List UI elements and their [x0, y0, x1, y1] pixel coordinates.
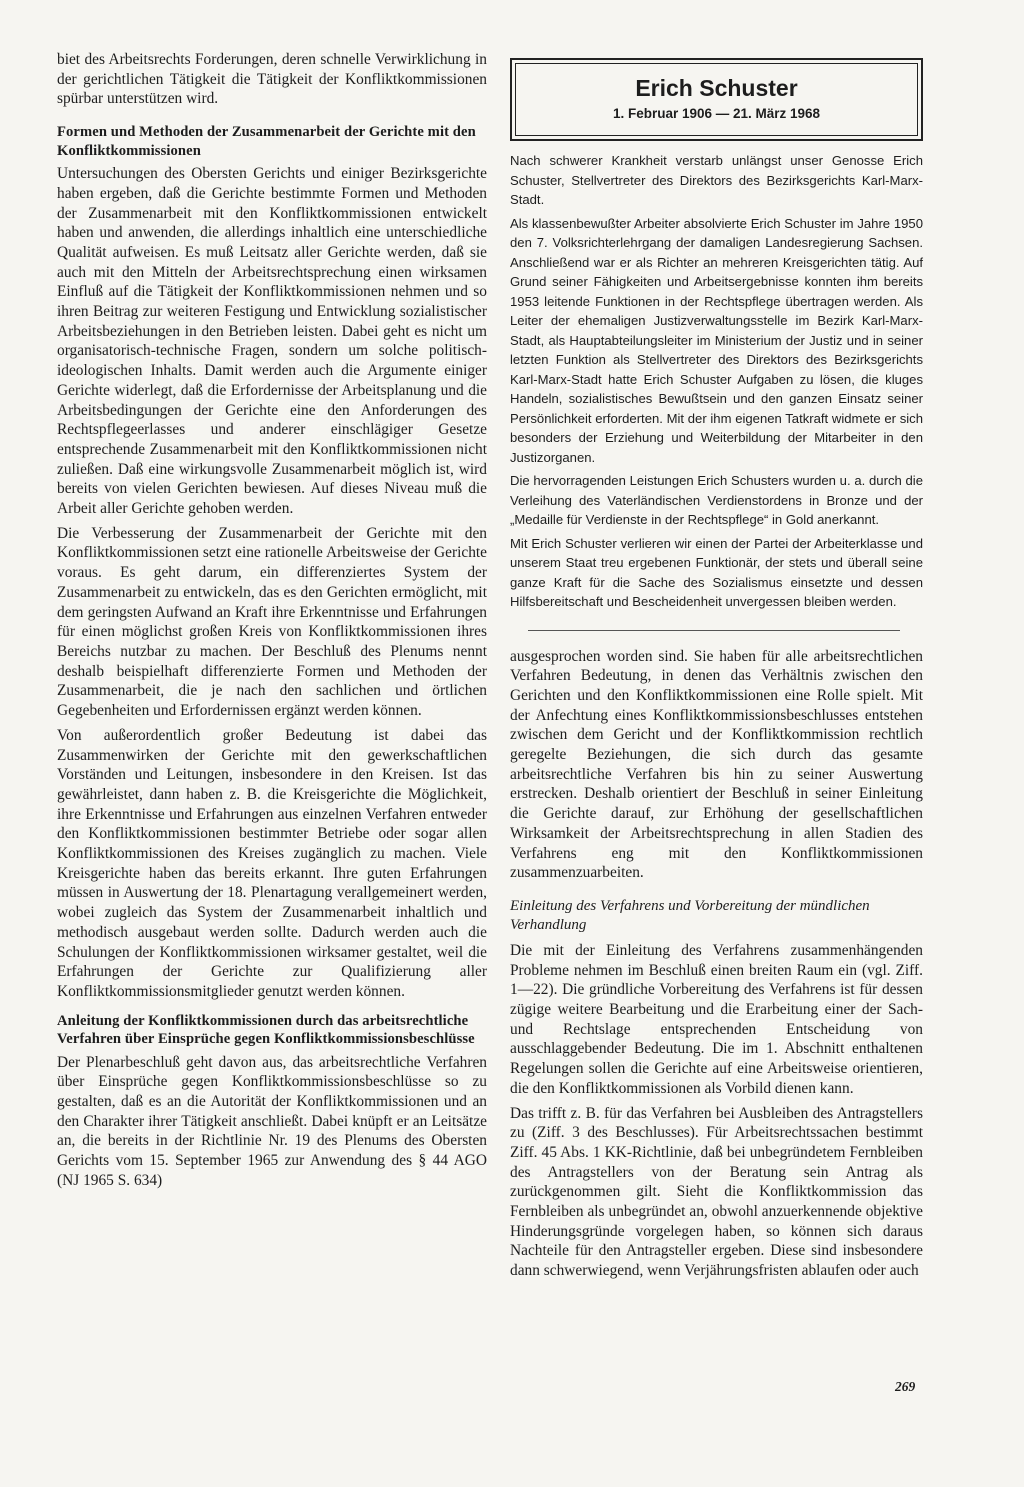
- page-number: 269: [895, 1379, 916, 1394]
- obituary-paragraph: Als klassenbewußter Arbeiter absolvierte Erich Schuster im Jahre 1950 den 7. Volksrichterlehrgang der damaligen Landesregierung Sachsen. Anschließend war er als Richter an mehreren Kreisgerichten tätig. Auf Grund seiner Fähigkeiten und Arbeitsergebnisse konnten ihm bereits 1953 leitende Funktionen in der Rechtspflege übertragen werden. Als Leiter der ehemaligen Justizverwaltungsstelle im Bezirk Karl-Marx-Stadt, als Hauptabteilungsleiter im Ministerium der Justiz und in seiner letzten Funktion als Stellvertreter des Direktors des Bezirksgerichts Karl-Marx-Stadt hatte Erich Schuster Aufgaben zu lösen, die kluges Handeln, sozialistisches Bewußtsein und den ganzen Einsatz seiner Persönlichkeit erforderten. Mit der ihm eigenen Tatkraft widmete er sich besonders der Erziehung und Weiterbildung der Mitarbeiter in den Justizorganen.: [510, 215, 923, 465]
- obituary-paragraph: Mit Erich Schuster verlieren wir einen der Partei der Arbeiterklasse und unserem Staat treu ergebenen Funktionär, der stets und überall seine ganze Kraft für die Sache des Sozialismus einsetzte und dessen Hilfsbereitschaft und Bescheidenheit unvergessen bleiben werden.: [510, 535, 923, 609]
- paragraph-continuation: ausgesprochen worden sind. Sie haben für alle arbeitsrechtlichen Verfahren Bedeutung, in denen das Verhältnis zwischen den Gerichten und den Konfliktkommissionen eine Rolle spielt. Mit der Anfechtung eines Konfliktkommissionsbeschlusses entstehen zwischen dem Gericht und der Konfliktkommission rechtlich geregelte Beziehungen, die sich durch das gesamte arbeitsrechtliche Verfahren bis hin zu seiner Auswertung erstrecken. Deshalb orientiert der Beschluß in seiner Einleitung die Gerichte darauf, zur Erhöhung der gesellschaftlichen Wirksamkeit der Arbeitsrechtsprechung in allen Stadien des Verfahrens eng mit den Konfliktkommissionen zusammenzuarbeiten.: [510, 647, 923, 882]
- section-heading-initiation: Einleitung des Verfahrens und Vorbereitung der mündlichen Verhandlung: [510, 897, 870, 933]
- obituary-paragraph: Nach schwerer Krankheit verstarb unlängst unser Genosse Erich Schuster, Stellvertreter des Direktors des Bezirksgerichts Karl-Marx-Stadt.: [510, 153, 923, 207]
- left-column: [57, 50, 487, 1196]
- intro-paragraph: biet des Arbeitsrechts Forderungen, deren schnelle Verwirklichung in der gerichtlichen Tätigkeit die Tätigkeit der Konfliktkommissionen spürbar unterstützen wird.: [57, 51, 487, 108]
- paragraph-cooperation: Von außerordentlich großer Bedeutung ist dabei das Zusammenwirken der Gerichte mit den gewerkschaftlichen Vorständen und Leitungen, insbesondere in den Kreisen. Ist das gewährleistet, dann haben z. B. die Kreisgerichte die Möglichkeit, ihre Erkenntnisse und Erfahrungen aus einzelnen Verfahren entweder den Konfliktkommissionen bestimmter Betriebe oder sogar allen Konfliktkommissionen des Kreises zugänglich zu machen. Viele Kreisgerichte haben das bereits erkannt. Ihre guten Erfahrungen müssen in Auswertung der 18. Plenartagung verallgemeinert werden, wobei zugleich das System der Zusammenarbeit inhaltlich und methodisch ausgebaut werden sollte. Dadurch werden auch die Schulungen der Konfliktkommissionen wirksamer gestaltet, weil die Erfahrungen der Gerichte zur Qualifizierung aller Konfliktkommissionsmitglieder genutzt werden können.: [57, 726, 487, 1000]
- obituary-header: [515, 63, 918, 136]
- section-heading-forms: Formen und Methoden der Zusammenarbeit der Gerichte mit den Konfliktkommissionen: [57, 124, 476, 159]
- right-column: [510, 50, 923, 1286]
- obituary-box: [510, 58, 923, 141]
- paragraph-improvement: Die Verbesserung der Zusammenarbeit der Gerichte mit den Konfliktkommissionen setzt eine rationelle Arbeitsweise der Gerichte voraus. Es geht darum, ein differenziertes System der Zusammenarbeit zu entwickeln, das es den Gerichten ermöglicht, mit dem geringsten Aufwand an Kraft ihre Erkenntnisse und Erfahrungen für einen möglichst großen Kreis von Konfliktkommissionen ihres Bereichs nutzbar zu machen. Der Beschluß des Plenums nennt deshalb beispielhaft differenzierte Formen und Methoden der Zusammenarbeit, die je nach den sachlichen und örtlichen Gegebenheiten und Erfordernissen ergänzt werden können.: [57, 524, 487, 720]
- separator-rule: [528, 630, 900, 631]
- obituary-name: Erich Schuster: [635, 75, 798, 101]
- section-heading-guidance: Anleitung der Konfliktkommissionen durch das arbeitsrechtliche Verfahren über Einsprüche gegen Konfliktkommissionsbeschlüsse: [57, 1012, 475, 1048]
- paragraph-absence: Das trifft z. B. für das Verfahren bei Ausbleiben des Antragstellers zu (Ziff. 3 des Beschlusses). Für Arbeitsrechtssachen bestimmt Ziff. 45 Abs. 1 KK-Richtlinie, daß bei unbegründetem Fernbleiben des Antragstellers von der Beratung sein Antrag als zurückgenommen gilt. Sieht die Konfliktkommission das Fernbleiben als unbegründet an, obwohl anzuerkennende objektive Hinderungsgründe vorgelegen haben, so können sich daraus Nachteile für den Antragsteller ergeben. Diese sind insbesondere dann schwerwiegend, wenn Verjährungsfristen ablaufen oder auch: [510, 1104, 923, 1280]
- obituary-text: [510, 151, 923, 612]
- obituary-dates: 1. Februar 1906 — 21. März 1968: [612, 106, 821, 121]
- obituary-paragraph: Die hervorragenden Leistungen Erich Schusters wurden u. a. durch die Verleihung des Vaterländischen Verdienstordens in Bronze und der „Medaille für Verdienste in der Rechtspflege“ in Gold anerkannt.: [510, 473, 923, 527]
- paragraph-investigations: Untersuchungen des Obersten Gerichts und einiger Bezirksgerichte haben ergeben, daß die Gerichte bestimmte Formen und Methoden der Zusammenarbeit mit den Konfliktkommissionen entwickelt haben und anwenden, die allerdings inhaltlich eine unterschiedliche Qualität aufweisen. Es muß Leitsatz aller Gerichte werden, daß sie auch mit den Mitteln der Arbeitsrechtsprechung einen wirksamen Einfluß auf die Tätigkeit der Konfliktkommissionen nehmen und so ihren Beitrag zur weiteren Festigung und Entwicklung sozialistischer Arbeitsbeziehungen in den Betrieben leisten. Dabei geht es nicht um organisatorisch-technische Fragen, sondern um solche politisch-ideologischen Inhalts. Damit werden auch die Argumente einiger Gerichte widerlegt, daß die Erfordernisse der Arbeitsplanung und die Arbeitsbedingungen der Gerichte eine den Anforderungen des Rechtspflegeerlasses und anderer einschlägiger Gesetze entsprechende Zusammenarbeit mit den Konfliktkommissionen nicht zuließen. Daß eine wirkungsvolle Zusammenarbeit möglich ist, wird bereits von vielen Gerichten bewiesen. Auf dieses Niveau muß die Arbeit aller Gerichte gehoben werden.: [57, 165, 487, 518]
- paragraph-plenary-decision: Der Plenarbeschluß geht davon aus, das arbeitsrechtliche Verfahren über Einsprüche gegen Konfliktkommissionsbeschlüsse so zu gestalten, daß es an die Autorität der Konfliktkommissionen und an den Charakter ihrer Tätigkeit anschließt. Dabei knüpft er an Leitsätze an, die bereits in der Richtlinie Nr. 19 des Plenums des Obersten Gerichts vom 15. September 1965 zur Anwendung des § 44 AGO (NJ 1965 S. 634): [57, 1053, 487, 1189]
- paragraph-initiation: Die mit der Einleitung des Verfahrens zusammenhängenden Probleme nehmen im Beschluß einen breiten Raum ein (vgl. Ziff. 1—22). Die gründliche Vorbereitung des Verfahrens ist für dessen zügige weitere Bearbeitung und die Erarbeitung einer der Sach- und Rechtslage entsprechenden Entscheidung von ausschlaggebender Bedeutung. Die im 1. Abschnitt enthaltenen Regelungen sollen die Gerichte auf eine Arbeitsweise orientieren, die den Konfliktkommissionen als Vorbild dienen kann.: [510, 941, 923, 1097]
